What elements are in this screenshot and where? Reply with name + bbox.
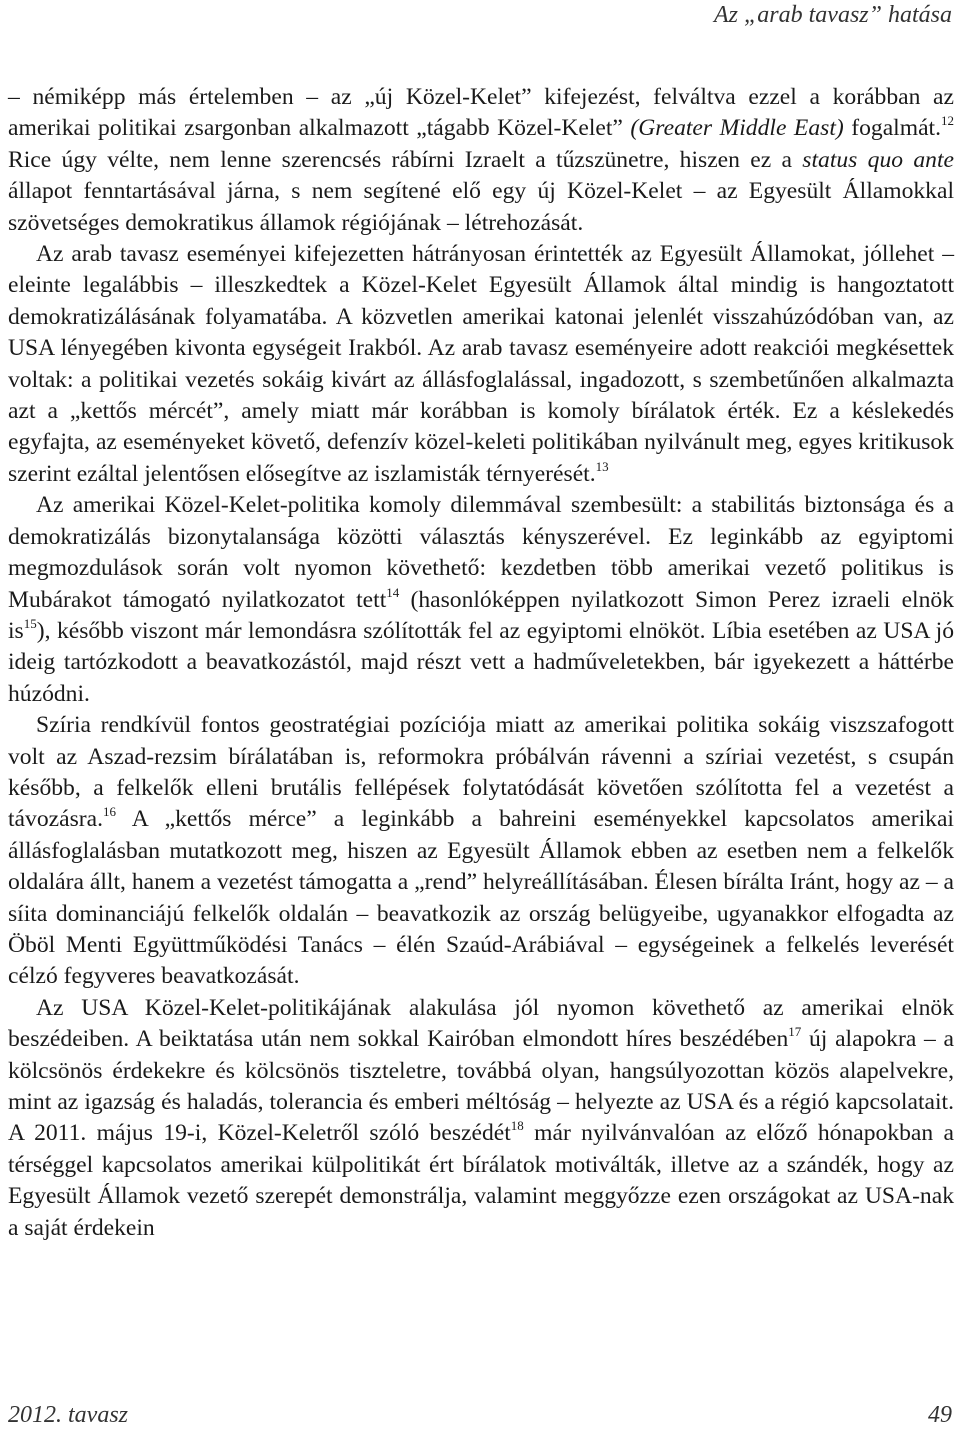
paragraph-2: [8, 239, 954, 490]
paragraph-1: [8, 82, 954, 239]
footnote-ref: 16: [102, 804, 116, 820]
footnote-ref: 14: [386, 584, 400, 600]
footnote-ref: 17: [788, 1024, 802, 1040]
italic-term: status quo ante: [802, 146, 954, 173]
footnote-ref: 13: [595, 458, 609, 474]
text-span: új alapokra – a kölcsönös érdekekre és kölcsönös tiszteletre, továbbá olyan, hangsúlyozottan közös alapelvekre, mint az igazság és haladás, tolerancia és emberi méltóság – helyezte az USA és a régió kapcsolatait. A 2011. május 19-i, Közel-Keletről szóló beszédét: [8, 1026, 954, 1147]
paragraph-5: [8, 993, 954, 1244]
italic-term: (Greater Middle East): [630, 115, 844, 142]
text-span: Rice úgy vélte, nem lenne szerencsés rábírni Izraelt a tűzszünetre, hiszen ez a: [8, 146, 803, 173]
text-span: állapot fenntartásával járna, s nem segítené elő egy új Közel-Kelet – az Egyesült Államokkal szövetséges demokratikus államok régiójának – létrehozását.: [8, 178, 954, 236]
text-span: Az arab tavasz eseményei kifejezetten hátrányosan érintették az Egyesült Államokat, jóllehet – eleinte legalábbis – illeszkedtek a Közel-Kelet Egyesült Államok által mindig is hangoztatott demokratizálásának folyamatába. A közvetlen amerikai katonai jelenlét visszahúzódóban van, az USA lényegében kivonta egységeit Irakból. Az arab tavasz eseményeire adott reakciói megkésettek voltak: a politikai vezetés sokáig kivárt az állásfoglalással, ingadozott, s szembetűnően alkalmazta azt a „kettős mércét”, amely miatt már korábban is komoly bírálatok érték. Ez a késlekedés egyfajta, az eseményeket követő, defenzív közel-keleti politikában nyilvánult meg, egyes kritikusok szerint ezáltal jelentősen elősegítve az iszlamisták térnyerését.: [8, 241, 954, 487]
text-span: A „kettős mérce” a leginkább a bahreini eseményekkel kapcsolatos amerikai állásfoglalásban mutatkozott meg, hiszen az Egyesült Államok ebben az esetben nem a felkelők oldalára állt, hanem a vezetést támogatta a „rend” helyreállításában. Élesen bírálta Iránt, hogy az – a síita dominanciájú felkelők oldalán – beavatkozik az ország belügyeibe, ugyanakkor elfogadta az Öböl Menti Együttműködési Tanács – élén Szaúd-Arábiával – egységeinek a felkelés leverését célzó fegyveres beavatkozását.: [8, 806, 954, 990]
text-span: fogalmát.: [843, 115, 941, 142]
paragraph-3: [8, 490, 954, 710]
text-span: (hasonlóképpen nyilatkozott Simon Perez izraeli elnök is: [8, 586, 954, 644]
article-body: [8, 82, 954, 1244]
text-span: ), később viszont már lemondásra szólították fel az egyiptomi elnököt. Líbia esetében az USA jó ideig tartózkodott a beavatkozástól, majd részt vett a hadműveletekben, bár igyekezett a háttérbe húzódni.: [8, 617, 954, 707]
text-span: már nyilvánvalóan az előző hónapokban a térséggel kapcsolatos amerikai külpolitikát ért bírálatok motiválták, illetve az a szándék, hogy az Egyesült Államok vezető szerepét demonstrálja, valamint meggyőzze ezen országokat az USA-nak a saját érdekein: [8, 1120, 954, 1241]
footnote-ref: 18: [510, 1118, 524, 1134]
text-span: – némiképp más értelemben – az „új Közel-Kelet” kifejezést, felváltva ezzel a korábban az amerikai politikai zsargonban alkalmazott „tágabb Közel-Kelet”: [8, 84, 954, 142]
text-span: Szíria rendkívül fontos geostratégiai pozíciója miatt az amerikai politika sokáig viszszafogott volt az Aszad-rezsim bírálatában is, reformokra próbálván rávenni a szíriai vezetést, s csupán később, a felkelők elleni brutális fellépések folytatódását követően szólította fel a vezetést a távozásra.: [8, 712, 954, 833]
footnote-ref: 12: [941, 113, 954, 129]
running-header: Az „arab tavasz” hatása: [713, 2, 952, 28]
issue-label: 2012. tavasz: [8, 1402, 128, 1428]
paragraph-4: [8, 710, 954, 993]
text-span: Az amerikai Közel-Kelet-politika komoly dilemmával szembesült: a stabilitás biztonsága és a demokratizálás bizonytalansága közötti választás kényszerével. Ez leginkább az egyiptomi megmozdulások során volt nyomon követhető: kezdetben több amerikai vezető politikus is Mubárakot támogató nyilatkozatot tett: [8, 492, 954, 613]
page-number: 49: [928, 1402, 952, 1428]
text-span: Az USA Közel-Kelet-politikájának alakulása jól nyomon követhető az amerikai elnök beszédeiben. A beiktatása után nem sokkal Kairóban elmondott híres beszédében: [8, 994, 954, 1053]
footnote-ref: 15: [23, 615, 37, 631]
